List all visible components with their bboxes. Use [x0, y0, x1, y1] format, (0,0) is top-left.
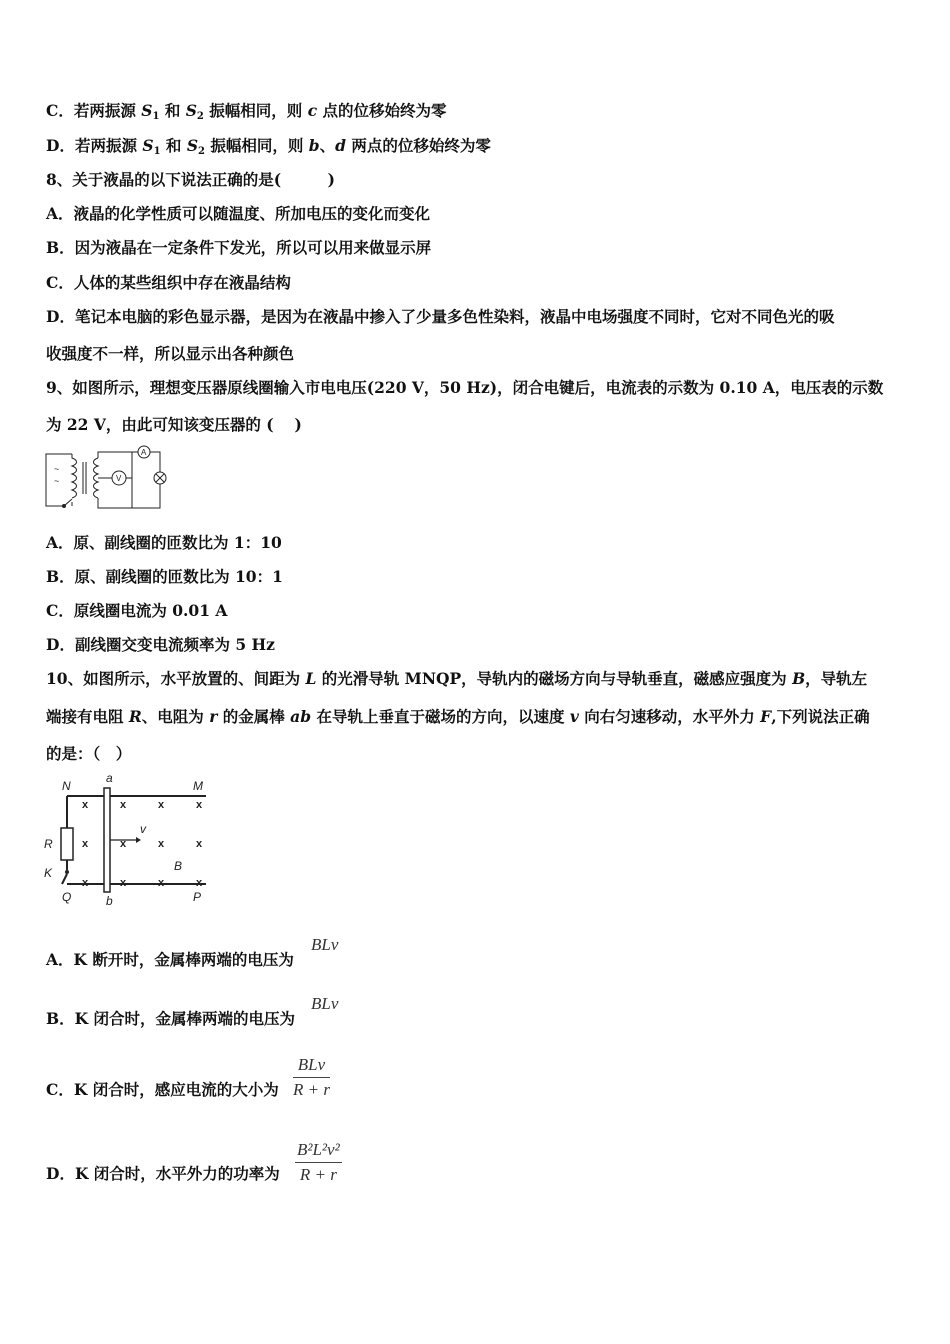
q9-stem-line1: 9、如图所示，理想变压器原线圈输入市电电压(220 V，50 Hz)，闭合电键后，电流表的示数为 0.10 A，电压表的示数: [46, 378, 884, 397]
field-cross: x: [158, 799, 165, 811]
q10-option-a-expr: BLv: [311, 935, 339, 954]
q8-option-a: A．液晶的化学性质可以随温度、所加电压的变化而变化: [46, 204, 431, 223]
q9-option-c: C．原线圈电流为 0.01 A: [46, 601, 228, 620]
q9-option-d: D．副线圈交变电流频率为 5 Hz: [46, 635, 275, 654]
field-cross: x: [158, 838, 165, 850]
q8-option-b: B．因为液晶在一定条件下发光，所以可以用来做显示屏: [46, 238, 432, 257]
field-cross: x: [196, 838, 203, 850]
q10-option-d-fraction: [295, 1140, 342, 1185]
field-cross: x: [82, 799, 89, 811]
q10-stem-line1: 10、如图所示，水平放置的、间距为 L 的光滑导轨 MNQP，导轨内的磁场方向与导轨垂直，磁感应强度为 B，导轨左: [46, 669, 868, 688]
q7-option-d: D．若两振源 $S_1$ 和 $S_2$ 振幅相同，则 b、d 两点的位移始终为零: [46, 136, 491, 157]
q10-stem-line2: 端接有电阻 R、电阻为 r 的金属棒 ab 在导轨上垂直于磁场的方向，以速度 v 向右匀速移动，水平外力 F,下列说法正确: [46, 707, 870, 726]
q7-option-c: C．若两振源 $S_1$ 和 $S_2$ 振幅相同，则 c 点的位移始终为零: [46, 101, 447, 122]
q8-option-d-line1: D．笔记本电脑的彩色显示器，是因为在液晶中掺入了少量多色性染料，液晶中电场强度不同时，它对不同色光的吸: [46, 307, 835, 326]
q10-option-a: A．K 断开时，金属棒两端的电压为: [46, 950, 294, 969]
label-b: b: [106, 894, 113, 908]
q10-option-c: C．K 闭合时，感应电流的大小为: [46, 1080, 279, 1099]
q10-option-b: B．K 闭合时，金属棒两端的电压为: [46, 1009, 295, 1028]
q9-option-a: A．原、副线圈的匝数比为 1：10: [46, 533, 282, 552]
fraction-denominator: R + r: [299, 1165, 337, 1184]
label-q: Q: [62, 890, 72, 904]
q8-option-c: C．人体的某些组织中存在液晶结构: [46, 273, 291, 292]
q10-stem-line3: 的是：（ ）: [46, 744, 132, 763]
field-cross: x: [82, 838, 89, 850]
fraction-numerator: BLv: [293, 1055, 330, 1078]
q10-option-c-fraction: [293, 1055, 330, 1100]
label-k: K: [44, 866, 53, 880]
label-p: P: [193, 890, 202, 904]
transformer-circuit-figure: [42, 444, 172, 514]
label-v: v: [140, 822, 146, 836]
label-r: R: [44, 837, 53, 851]
field-cross: x: [196, 877, 203, 889]
field-cross: x: [196, 799, 203, 811]
q10-option-d: D．K 闭合时，水平外力的功率为: [46, 1164, 280, 1183]
rail-circuit-figure: [40, 770, 215, 910]
q8-stem: 8、关于液晶的以下说法正确的是( ): [46, 170, 335, 189]
label-a: a: [106, 771, 113, 785]
svg-text:~: ~: [54, 476, 60, 486]
field-cross: x: [120, 877, 127, 889]
field-cross: x: [158, 877, 165, 889]
field-cross: x: [120, 838, 127, 850]
q9-option-b: B．原、副线圈的匝数比为 10：1: [46, 567, 283, 586]
label-b-field: B: [174, 859, 183, 873]
field-cross: x: [82, 877, 89, 889]
q8-option-d-line2: 收强度不一样，所以显示出各种颜色: [46, 344, 295, 363]
voltmeter-label: V: [116, 474, 122, 483]
fraction-denominator: R + r: [293, 1080, 330, 1099]
svg-text:~: ~: [54, 464, 60, 474]
label-n: N: [62, 779, 71, 793]
q10-option-b-expr: BLv: [311, 994, 339, 1013]
label-m: M: [193, 779, 203, 793]
q9-stem-line2: 为 22 V，由此可知该变压器的 ( ): [46, 415, 302, 434]
field-cross: x: [120, 799, 127, 811]
fraction-numerator: B²L²v²: [295, 1140, 342, 1163]
ammeter-label: A: [141, 448, 147, 457]
